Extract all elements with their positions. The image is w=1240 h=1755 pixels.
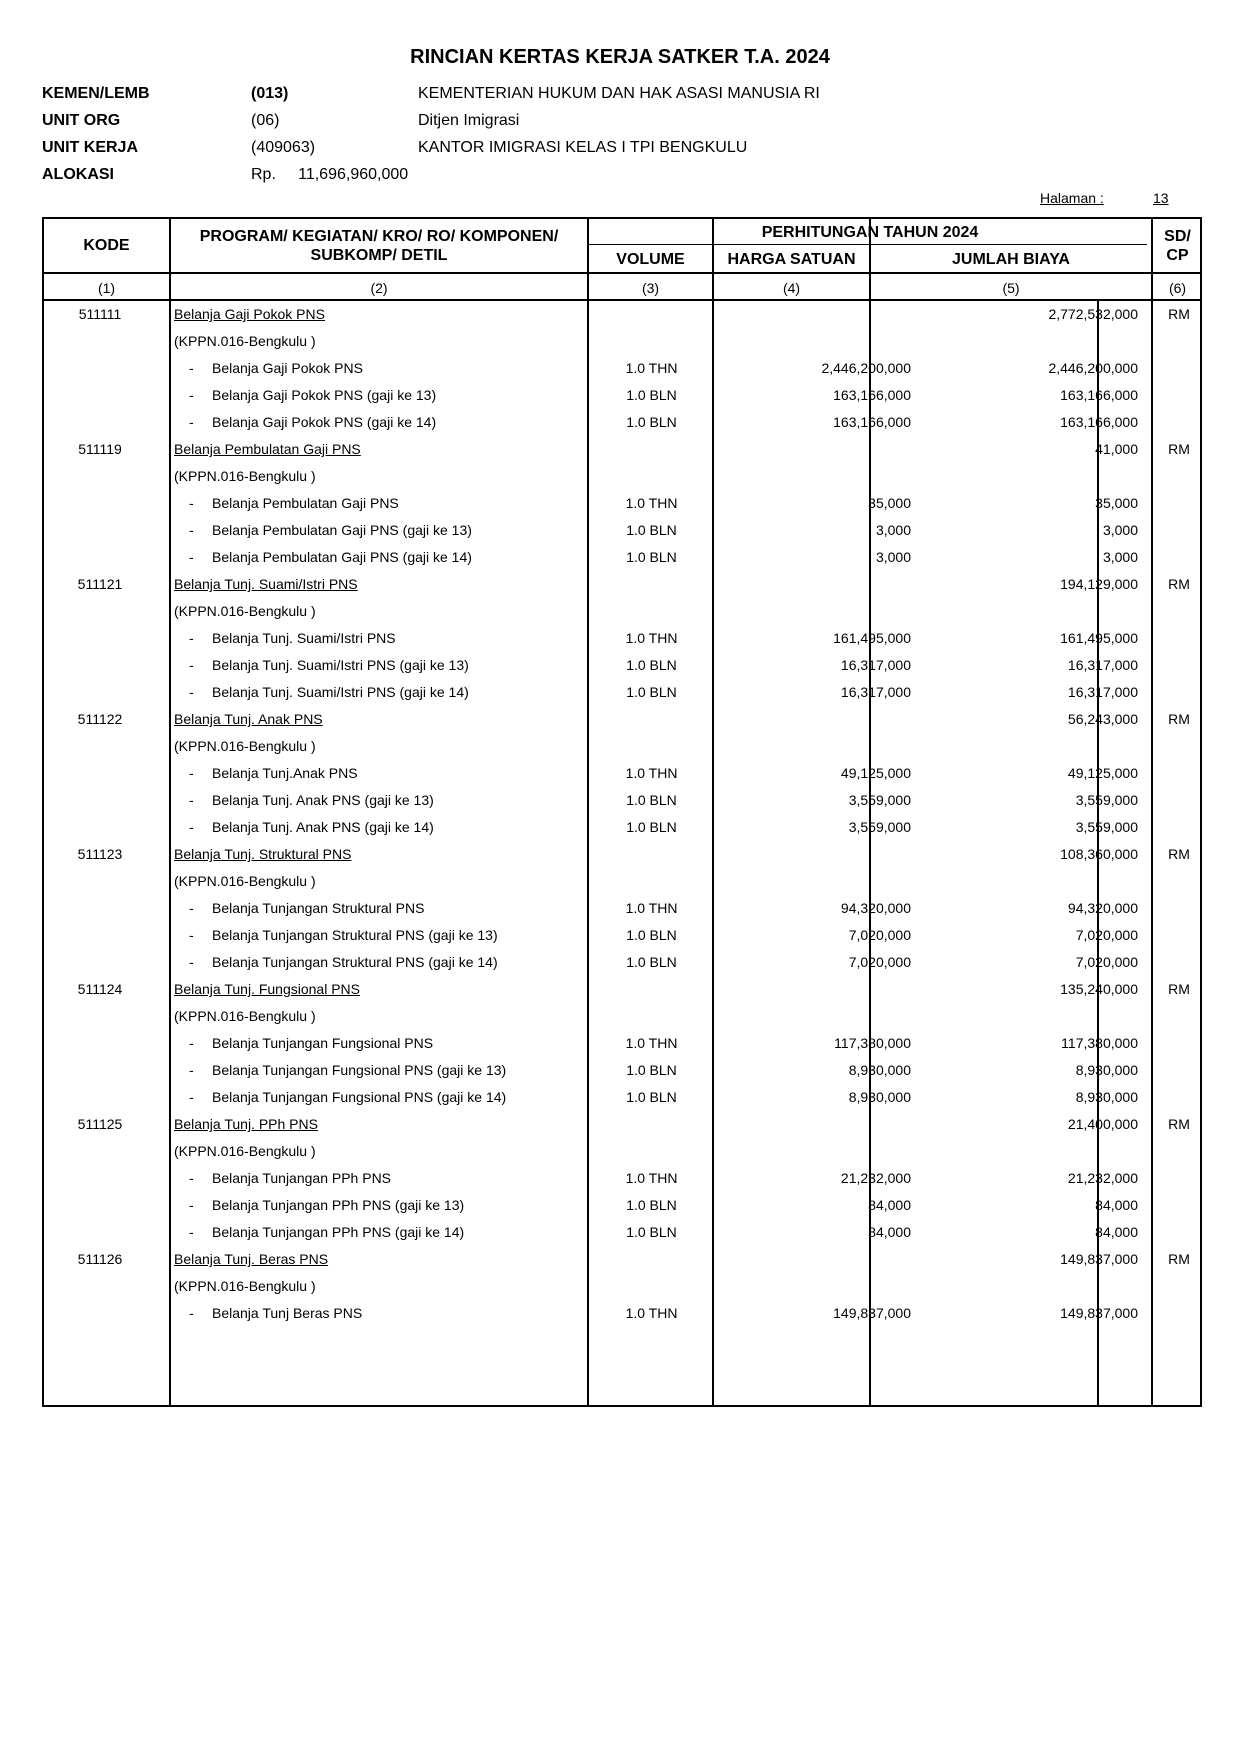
harga-satuan: 163,166,000 — [833, 414, 911, 430]
account-code: 511125 — [77, 1116, 123, 1132]
detail-row — [44, 1084, 1204, 1111]
kppn-label: (KPPN.016-Bengkulu ) — [174, 468, 316, 484]
volume: 1.0 THN — [625, 900, 678, 916]
header-kode: KODE — [83, 237, 130, 254]
jumlah-biaya: 163,166,000 — [1060, 414, 1138, 430]
harga-satuan: 8,930,000 — [848, 1089, 911, 1105]
harga-satuan: 94,320,000 — [840, 900, 911, 916]
detail-row — [44, 949, 1204, 976]
account-code: 511111 — [78, 306, 122, 322]
kppn-label: (KPPN.016-Bengkulu ) — [174, 603, 316, 619]
detail-bullet: - — [189, 549, 194, 565]
detail-name: Belanja Tunjangan Struktural PNS (gaji ke 13) — [212, 927, 498, 943]
detail-bullet: - — [189, 1062, 194, 1078]
detail-name: Belanja Tunjangan Fungsional PNS — [212, 1035, 434, 1051]
account-name: Belanja Tunj. PPh PNS — [174, 1116, 318, 1132]
kppn-row — [44, 598, 1204, 625]
detail-row — [44, 1300, 1204, 1327]
jumlah-biaya: 2,446,200,000 — [1048, 360, 1138, 376]
detail-row — [44, 652, 1204, 679]
account-row — [44, 1246, 1204, 1273]
sumber-dana: RM — [1168, 1116, 1190, 1132]
volume: 1.0 BLN — [626, 1224, 677, 1240]
volume: 1.0 THN — [625, 765, 678, 781]
detail-bullet: - — [189, 414, 194, 430]
account-name: Belanja Pembulatan Gaji PNS — [174, 441, 361, 457]
harga-satuan: 117,380,000 — [834, 1035, 911, 1051]
meta-label: KEMEN/LEMB — [42, 84, 150, 102]
kppn-label: (KPPN.016-Bengkulu ) — [174, 1278, 316, 1294]
jumlah-biaya: 84,000 — [1095, 1197, 1138, 1213]
detail-name: Belanja Tunjangan Struktural PNS — [212, 900, 425, 916]
meta-value: KEMENTERIAN HUKUM DAN HAK ASASI MANUSIA RI — [418, 84, 820, 102]
detail-name: Belanja Tunj.Anak PNS — [212, 765, 358, 781]
harga-satuan: 3,559,000 — [848, 792, 911, 808]
account-row — [44, 706, 1204, 733]
harga-satuan: 84,000 — [868, 1224, 911, 1240]
col-number: (2) — [370, 280, 388, 296]
header-sd-cp — [1153, 219, 1202, 272]
jumlah-biaya: 163,166,000 — [1060, 387, 1138, 403]
meta-label: ALOKASI — [42, 165, 114, 183]
harga-satuan: 49,125,000 — [840, 765, 911, 781]
header-harga-satuan: HARGA SATUAN — [727, 250, 856, 268]
jumlah-biaya: 56,243,000 — [1067, 711, 1138, 727]
detail-bullet: - — [189, 1089, 194, 1105]
harga-satuan: 3,000 — [875, 549, 911, 565]
detail-row — [44, 544, 1204, 571]
volume: 1.0 THN — [625, 1170, 678, 1186]
harga-satuan: 84,000 — [868, 1197, 911, 1213]
kppn-label: (KPPN.016-Bengkulu ) — [174, 333, 316, 349]
sumber-dana: RM — [1168, 981, 1190, 997]
jumlah-biaya: 8,930,000 — [1075, 1062, 1138, 1078]
detail-name: Belanja Tunj. Anak PNS (gaji ke 14) — [212, 819, 434, 835]
detail-name: Belanja Gaji Pokok PNS (gaji ke 14) — [212, 414, 437, 430]
kppn-label: (KPPN.016-Bengkulu ) — [174, 873, 316, 889]
detail-row — [44, 679, 1204, 706]
jumlah-biaya: 7,020,000 — [1075, 954, 1138, 970]
header-volume: VOLUME — [616, 250, 685, 268]
page-label: Halaman : — [1040, 190, 1104, 206]
account-name: Belanja Tunj. Anak PNS — [174, 711, 323, 727]
meta-code: (06) — [251, 111, 280, 129]
detail-row — [44, 787, 1204, 814]
detail-row — [44, 517, 1204, 544]
kppn-row — [44, 1138, 1204, 1165]
detail-row — [44, 1219, 1204, 1246]
detail-row — [44, 895, 1204, 922]
account-code: 511124 — [77, 981, 123, 997]
jumlah-biaya: 21,400,000 — [1067, 1116, 1138, 1132]
meta-value: KANTOR IMIGRASI KELAS I TPI BENGKULU — [418, 138, 748, 156]
jumlah-biaya: 3,559,000 — [1075, 819, 1138, 835]
account-name: Belanja Tunj. Struktural PNS — [174, 846, 352, 862]
meta-row-unit-org — [42, 107, 1042, 134]
detail-name: Belanja Tunjangan Fungsional PNS (gaji ke 13) — [212, 1062, 507, 1078]
detail-bullet: - — [189, 1035, 194, 1051]
document-title: RINCIAN KERTAS KERJA SATKER T.A. 2024 — [410, 46, 830, 68]
kppn-row — [44, 328, 1204, 355]
detail-bullet: - — [189, 657, 194, 673]
account-code: 511126 — [77, 1251, 123, 1267]
volume: 1.0 BLN — [626, 1089, 677, 1105]
jumlah-biaya: 108,360,000 — [1060, 846, 1138, 862]
jumlah-biaya: 194,129,000 — [1060, 576, 1138, 592]
volume: 1.0 THN — [625, 495, 678, 511]
volume: 1.0 BLN — [626, 954, 677, 970]
detail-name: Belanja Gaji Pokok PNS (gaji ke 13) — [212, 387, 437, 403]
detail-name: Belanja Tunjangan PPh PNS — [212, 1170, 392, 1186]
account-code: 511121 — [77, 576, 123, 592]
detail-row — [44, 1057, 1204, 1084]
detail-row — [44, 382, 1204, 409]
header-program-line1: PROGRAM/ KEGIATAN/ KRO/ RO/ KOMPONEN/ — [199, 227, 559, 245]
jumlah-biaya: 7,020,000 — [1075, 927, 1138, 943]
detail-name: Belanja Tunj. Suami/Istri PNS (gaji ke 13) — [212, 657, 469, 673]
harga-satuan: 7,020,000 — [848, 954, 911, 970]
volume: 1.0 BLN — [626, 1062, 677, 1078]
detail-name: Belanja Tunjangan Struktural PNS (gaji ke 14) — [212, 954, 498, 970]
volume: 1.0 THN — [625, 1305, 678, 1321]
detail-bullet: - — [189, 630, 194, 646]
detail-bullet: - — [189, 819, 194, 835]
jumlah-biaya: 3,000 — [1102, 522, 1138, 538]
detail-bullet: - — [189, 387, 194, 403]
detail-name: Belanja Tunjangan PPh PNS (gaji ke 14) — [212, 1224, 465, 1240]
volume: 1.0 BLN — [626, 657, 677, 673]
kppn-label: (KPPN.016-Bengkulu ) — [174, 738, 316, 754]
detail-name: Belanja Gaji Pokok PNS — [212, 360, 363, 376]
account-row — [44, 976, 1204, 1003]
harga-satuan: 2,446,200,000 — [821, 360, 911, 376]
detail-bullet: - — [189, 360, 194, 376]
meta-code: (013) — [251, 84, 289, 102]
kppn-row — [44, 1273, 1204, 1300]
jumlah-biaya: 8,930,000 — [1075, 1089, 1138, 1105]
jumlah-biaya: 3,559,000 — [1075, 792, 1138, 808]
detail-row — [44, 490, 1204, 517]
detail-bullet: - — [189, 927, 194, 943]
sumber-dana: RM — [1168, 306, 1190, 322]
jumlah-biaya: 84,000 — [1095, 1224, 1138, 1240]
harga-satuan: 3,559,000 — [848, 819, 911, 835]
detail-row — [44, 760, 1204, 787]
detail-bullet: - — [189, 954, 194, 970]
detail-name: Belanja Pembulatan Gaji PNS (gaji ke 13) — [212, 522, 472, 538]
volume: 1.0 BLN — [626, 387, 677, 403]
sumber-dana: RM — [1168, 576, 1190, 592]
account-row — [44, 571, 1204, 598]
jumlah-biaya: 41,000 — [1095, 441, 1138, 457]
account-code: 511123 — [77, 846, 123, 862]
account-row — [44, 1111, 1204, 1138]
detail-name: Belanja Pembulatan Gaji PNS (gaji ke 14) — [212, 549, 472, 565]
kppn-label: (KPPN.016-Bengkulu ) — [174, 1143, 316, 1159]
header-info — [42, 80, 1042, 188]
header-program — [171, 219, 587, 272]
budget-table — [42, 217, 1202, 1407]
detail-row — [44, 1030, 1204, 1057]
detail-name: Belanja Tunj. Anak PNS (gaji ke 13) — [212, 792, 434, 808]
harga-satuan: 16,317,000 — [840, 657, 911, 673]
jumlah-biaya: 21,232,000 — [1067, 1170, 1138, 1186]
detail-bullet: - — [189, 1224, 194, 1240]
detail-row — [44, 814, 1204, 841]
harga-satuan: 163,166,000 — [833, 387, 911, 403]
page-value: 13 — [1153, 190, 1169, 206]
header-program-line2: SUBKOMP/ DETIL — [310, 246, 448, 264]
detail-bullet: - — [189, 684, 194, 700]
account-code: 511122 — [77, 711, 123, 727]
harga-satuan: 21,232,000 — [840, 1170, 911, 1186]
volume: 1.0 BLN — [626, 414, 677, 430]
detail-row — [44, 1165, 1204, 1192]
detail-bullet: - — [189, 1170, 194, 1186]
header-sd-line2: CP — [1166, 246, 1189, 264]
header-sd-line1: SD/ — [1164, 227, 1191, 245]
harga-satuan: 35,000 — [868, 495, 911, 511]
harga-satuan: 149,837,000 — [833, 1305, 911, 1321]
col-number: (1) — [97, 280, 116, 296]
detail-name: Belanja Tunjangan PPh PNS (gaji ke 13) — [212, 1197, 465, 1213]
kppn-row — [44, 868, 1204, 895]
jumlah-biaya: 94,320,000 — [1067, 900, 1138, 916]
col-number: (6) — [1168, 280, 1187, 296]
volume: 1.0 BLN — [626, 684, 677, 700]
account-name: Belanja Gaji Pokok PNS — [174, 306, 325, 322]
harga-satuan: 161,495,000 — [833, 630, 911, 646]
kppn-row — [44, 463, 1204, 490]
jumlah-biaya: 2,772,532,000 — [1048, 306, 1138, 322]
detail-name: Belanja Tunj. Suami/Istri PNS (gaji ke 14) — [212, 684, 469, 700]
kppn-label: (KPPN.016-Bengkulu ) — [174, 1008, 316, 1024]
detail-name: Belanja Pembulatan Gaji PNS — [212, 495, 399, 511]
volume: 1.0 THN — [625, 630, 678, 646]
kppn-row — [44, 733, 1204, 760]
detail-name: Belanja Tunjangan Fungsional PNS (gaji ke 14) — [212, 1089, 507, 1105]
detail-bullet: - — [189, 1197, 194, 1213]
col-number: (3) — [641, 280, 660, 296]
account-name: Belanja Tunj. Beras PNS — [174, 1251, 329, 1267]
volume: 1.0 THN — [625, 1035, 678, 1051]
harga-satuan: 16,317,000 — [840, 684, 911, 700]
jumlah-biaya: 149,837,000 — [1060, 1305, 1138, 1321]
meta-label: UNIT ORG — [42, 111, 121, 129]
jumlah-biaya: 49,125,000 — [1067, 765, 1138, 781]
detail-row — [44, 922, 1204, 949]
volume: 1.0 BLN — [626, 1197, 677, 1213]
jumlah-biaya: 3,000 — [1102, 549, 1138, 565]
col-number: (4) — [782, 280, 801, 296]
volume: 1.0 BLN — [626, 927, 677, 943]
detail-bullet: - — [189, 495, 194, 511]
meta-row-kemen — [42, 80, 1042, 107]
detail-row — [44, 355, 1204, 382]
detail-bullet: - — [189, 765, 194, 781]
volume: 1.0 BLN — [626, 549, 677, 565]
volume: 1.0 BLN — [626, 522, 677, 538]
detail-row — [44, 409, 1204, 436]
harga-satuan: 3,000 — [875, 522, 911, 538]
meta-code: (409063) — [251, 138, 316, 156]
account-row — [44, 436, 1204, 463]
sumber-dana: RM — [1168, 1251, 1190, 1267]
jumlah-biaya: 16,317,000 — [1067, 657, 1138, 673]
jumlah-biaya: 149,837,000 — [1060, 1251, 1138, 1267]
grid-line — [44, 272, 1200, 274]
meta-row-alokasi — [42, 161, 1042, 188]
detail-row — [44, 1192, 1204, 1219]
jumlah-biaya: 161,495,000 — [1060, 630, 1138, 646]
sumber-dana: RM — [1168, 711, 1190, 727]
jumlah-biaya: 117,380,000 — [1061, 1035, 1138, 1051]
harga-satuan: 7,020,000 — [848, 927, 911, 943]
volume: 1.0 BLN — [626, 792, 677, 808]
meta-label: UNIT KERJA — [42, 138, 139, 156]
header-perhitungan: PERHITUNGAN TAHUN 2024 — [761, 223, 979, 241]
detail-bullet: - — [189, 792, 194, 808]
detail-bullet: - — [189, 522, 194, 538]
volume: 1.0 THN — [625, 360, 678, 376]
harga-satuan: 8,930,000 — [848, 1062, 911, 1078]
detail-bullet: - — [189, 900, 194, 916]
detail-name: Belanja Tunj. Suami/Istri PNS — [212, 630, 396, 646]
sumber-dana: RM — [1168, 441, 1190, 457]
jumlah-biaya: 35,000 — [1095, 495, 1138, 511]
jumlah-biaya: 16,317,000 — [1067, 684, 1138, 700]
kppn-row — [44, 1003, 1204, 1030]
detail-bullet: - — [189, 1305, 194, 1321]
detail-name: Belanja Tunj Beras PNS — [212, 1305, 363, 1321]
detail-row — [44, 625, 1204, 652]
account-code: 511119 — [78, 441, 122, 457]
volume: 1.0 BLN — [626, 819, 677, 835]
sumber-dana: RM — [1168, 846, 1190, 862]
account-name: Belanja Tunj. Fungsional PNS — [174, 981, 360, 997]
meta-value: Ditjen Imigrasi — [418, 111, 520, 129]
meta-row-unit-kerja — [42, 134, 1042, 161]
account-row — [44, 841, 1204, 868]
col-number: (5) — [1002, 280, 1020, 296]
meta-code: Rp. 11,696,960,000 — [251, 165, 409, 183]
jumlah-biaya: 135,240,000 — [1060, 981, 1138, 997]
account-row — [44, 301, 1204, 328]
account-name: Belanja Tunj. Suami/Istri PNS — [174, 576, 358, 592]
header-jumlah-biaya: JUMLAH BIAYA — [952, 250, 1070, 268]
